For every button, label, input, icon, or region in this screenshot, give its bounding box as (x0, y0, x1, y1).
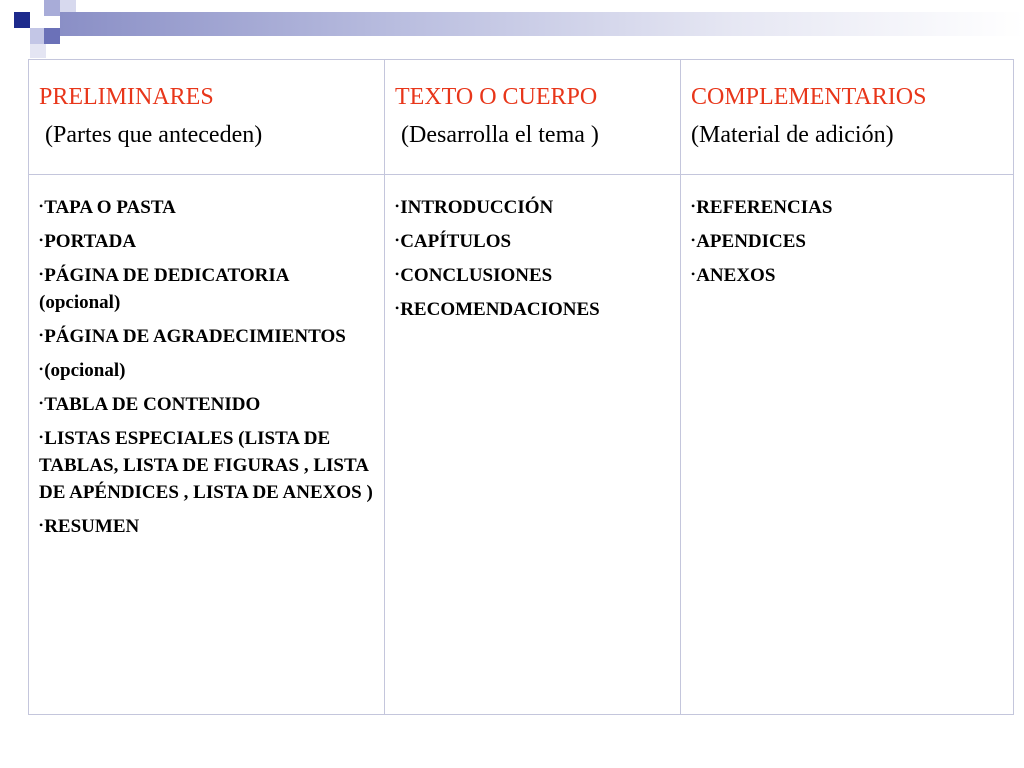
list-item: •INTRODUCCIÓN (395, 197, 554, 218)
bullet-icon: • (39, 362, 44, 376)
list-item: •PÁGINA DE AGRADECIMIENTOS (39, 326, 346, 347)
table-body-row (29, 175, 1014, 715)
bullet-icon: • (39, 199, 44, 213)
bullet-icon: • (39, 396, 44, 410)
list-item: •TAPA O PASTA (39, 197, 176, 218)
decor-square-icon (60, 0, 76, 12)
header-cell-texto (385, 60, 681, 175)
header-band (60, 12, 1024, 36)
bullet-icon: • (39, 518, 44, 532)
bullet-icon: • (691, 267, 696, 281)
bullet-icon: • (395, 199, 400, 213)
list-item: •PÁGINA DE DEDICATORIA (opcional) (39, 265, 289, 313)
column-title: PRELIMINARES (39, 84, 214, 110)
document-parts-table (28, 59, 1014, 715)
column-title: COMPLEMENTARIOS (691, 84, 927, 110)
column-title: TEXTO O CUERPO (395, 84, 598, 110)
column-subtitle: (Material de adición) (691, 122, 894, 148)
body-cell-texto (385, 175, 681, 715)
list-item: •PORTADA (39, 231, 137, 252)
bullet-icon: • (39, 328, 44, 342)
list-item: •TABLA DE CONTENIDO (39, 394, 261, 415)
list-item: •APENDICES (691, 231, 807, 252)
body-cell-preliminares (29, 175, 385, 715)
list-item: •REFERENCIAS (691, 197, 833, 218)
list-item: •CONCLUSIONES (395, 265, 553, 286)
list-item: •ANEXOS (691, 265, 776, 286)
decor-square-icon (44, 0, 60, 16)
decor-square-icon (14, 12, 30, 28)
bullet-icon: • (395, 267, 400, 281)
list-item: •RESUMEN (39, 516, 140, 537)
header-cell-complementarios (681, 60, 1014, 175)
item-list (39, 193, 374, 540)
item-list (691, 193, 1003, 289)
bullet-icon: • (691, 233, 696, 247)
column-subtitle: (Partes que anteceden) (39, 122, 263, 148)
column-subtitle: (Desarrolla el tema ) (395, 122, 599, 148)
decor-square-icon (44, 28, 60, 44)
bullet-icon: • (39, 267, 44, 281)
table-header-row (29, 60, 1014, 175)
bullet-icon: • (395, 301, 400, 315)
list-item: •LISTAS ESPECIALES (LISTA DE TABLAS, LISTA DE FIGURAS , LISTA DE APÉNDICES , LISTA DE ANEXOS ) (39, 428, 373, 503)
bullet-icon: • (395, 233, 400, 247)
bullet-icon: • (39, 430, 44, 444)
bullet-icon: • (691, 199, 696, 213)
decor-square-icon (30, 44, 46, 58)
list-item: •RECOMENDACIONES (395, 299, 600, 320)
body-cell-complementarios (681, 175, 1014, 715)
list-item: •CAPÍTULOS (395, 231, 512, 252)
header-cell-preliminares (29, 60, 385, 175)
bullet-icon: • (39, 233, 44, 247)
list-item: •(opcional) (39, 360, 126, 381)
item-list (395, 193, 670, 323)
